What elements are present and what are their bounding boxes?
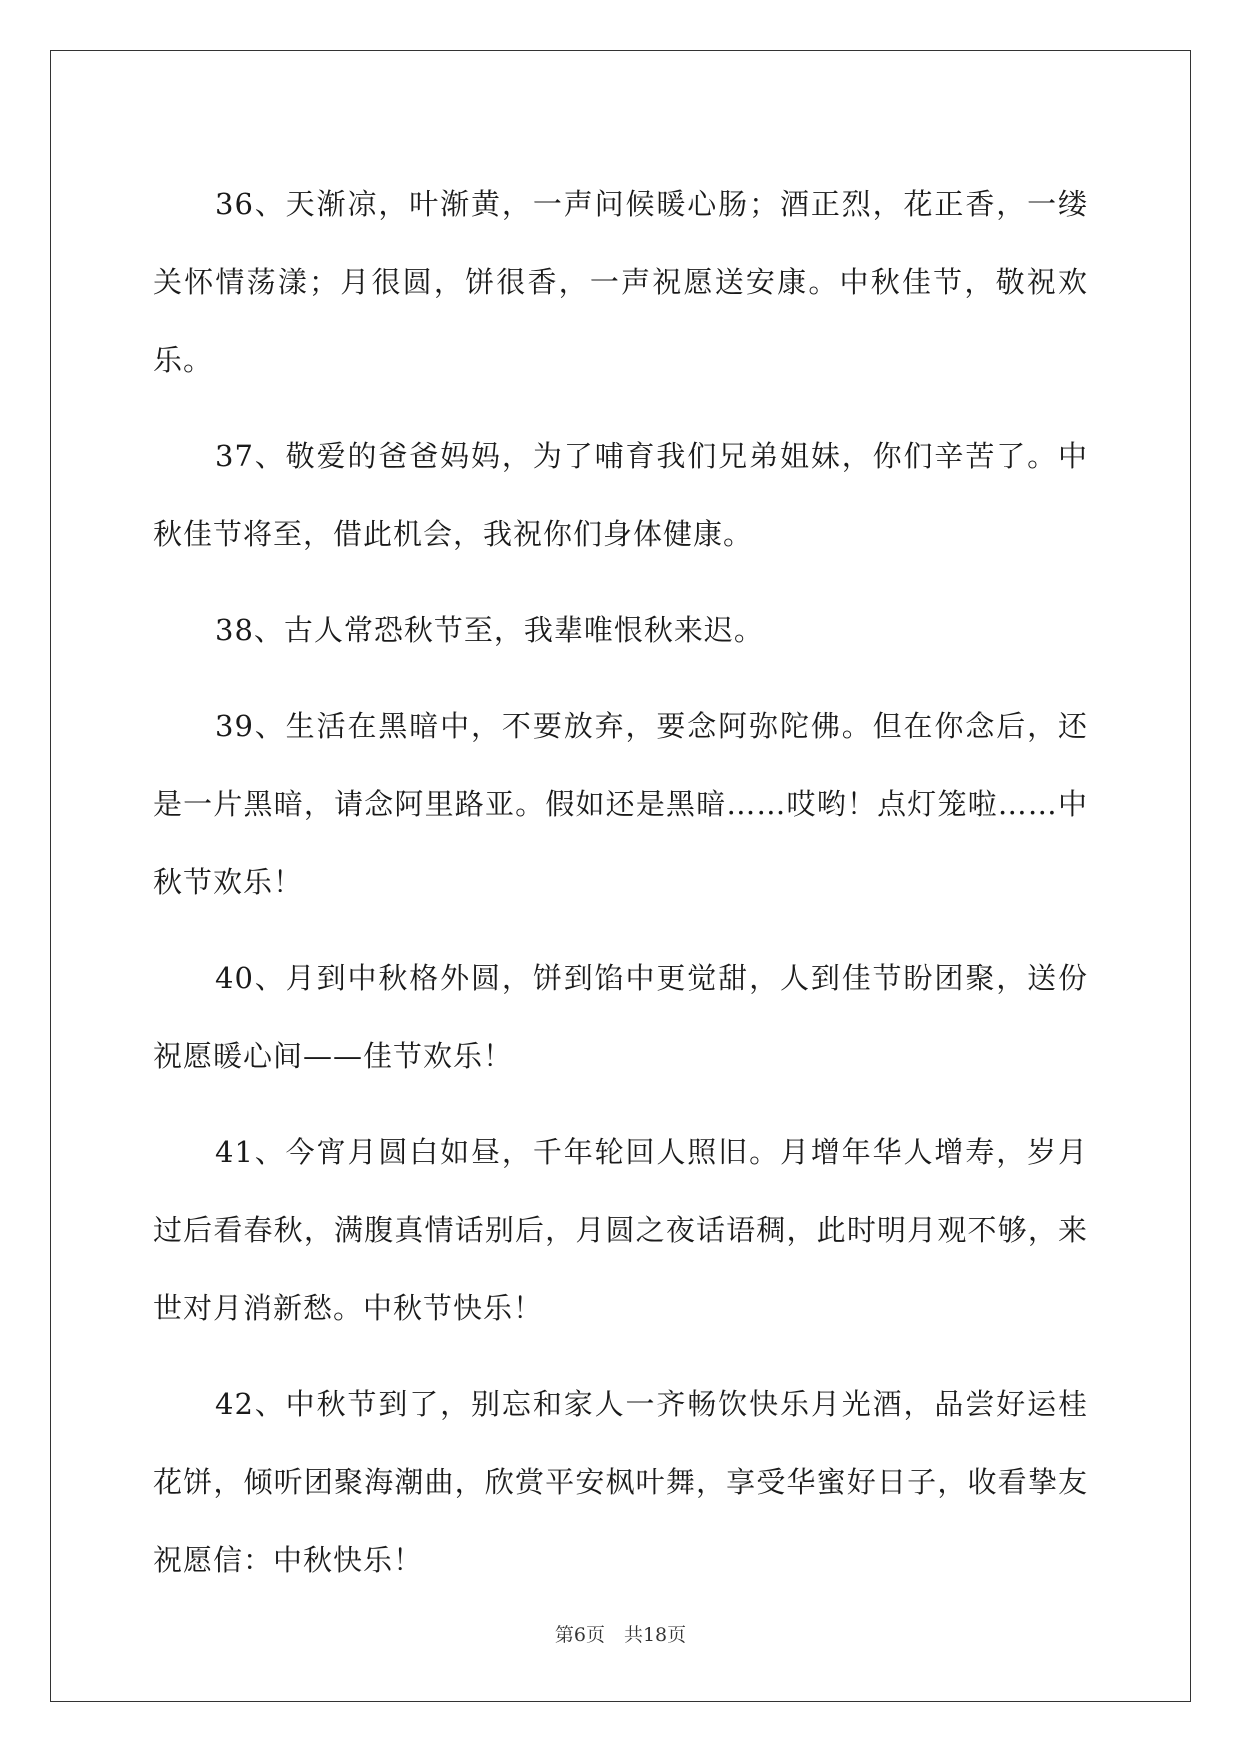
paragraph-37: 37、敬爱的爸爸妈妈，为了哺育我们兄弟姐妹，你们辛苦了。中秋佳节将至，借此机会，我祝你们身体健康。 bbox=[153, 439, 1088, 551]
paragraph-39: 39、生活在黑暗中，不要放弃，要念阿弥陀佛。但在你念后，还是一片黑暗，请念阿里路亚。假如还是黑暗……哎哟！点灯笼啦……中秋节欢乐！ bbox=[153, 709, 1088, 899]
paragraph-42: 42、中秋节到了，别忘和家人一齐畅饮快乐月光酒，品尝好运桂花饼，倾听团聚海潮曲，欣赏平安枫叶舞，享受华蜜好日子，收看挚友祝愿信：中秋快乐！ bbox=[153, 1387, 1088, 1577]
page-number: 第6页 共18页 bbox=[554, 1624, 687, 1646]
paragraph-41: 41、今宵月圆白如昼，千年轮回人照旧。月增年华人增寿，岁月过后看春秋，满腹真情话别后，月圆之夜话语稠，此时明月观不够，来世对月消新愁。中秋节快乐！ bbox=[153, 1135, 1088, 1325]
paragraph-36: 36、天渐凉，叶渐黄，一声问候暖心肠；酒正烈，花正香，一缕关怀情荡漾；月很圆，饼很香，一声祝愿送安康。中秋佳节，敬祝欢乐。 bbox=[153, 187, 1088, 377]
paragraph-40: 40、月到中秋格外圆，饼到馅中更觉甜，人到佳节盼团聚，送份祝愿暖心间——佳节欢乐！ bbox=[153, 961, 1088, 1073]
paragraph-38: 38、古人常恐秋节至，我辈唯恨秋来迟。 bbox=[215, 613, 764, 647]
document-body bbox=[153, 165, 1088, 1617]
